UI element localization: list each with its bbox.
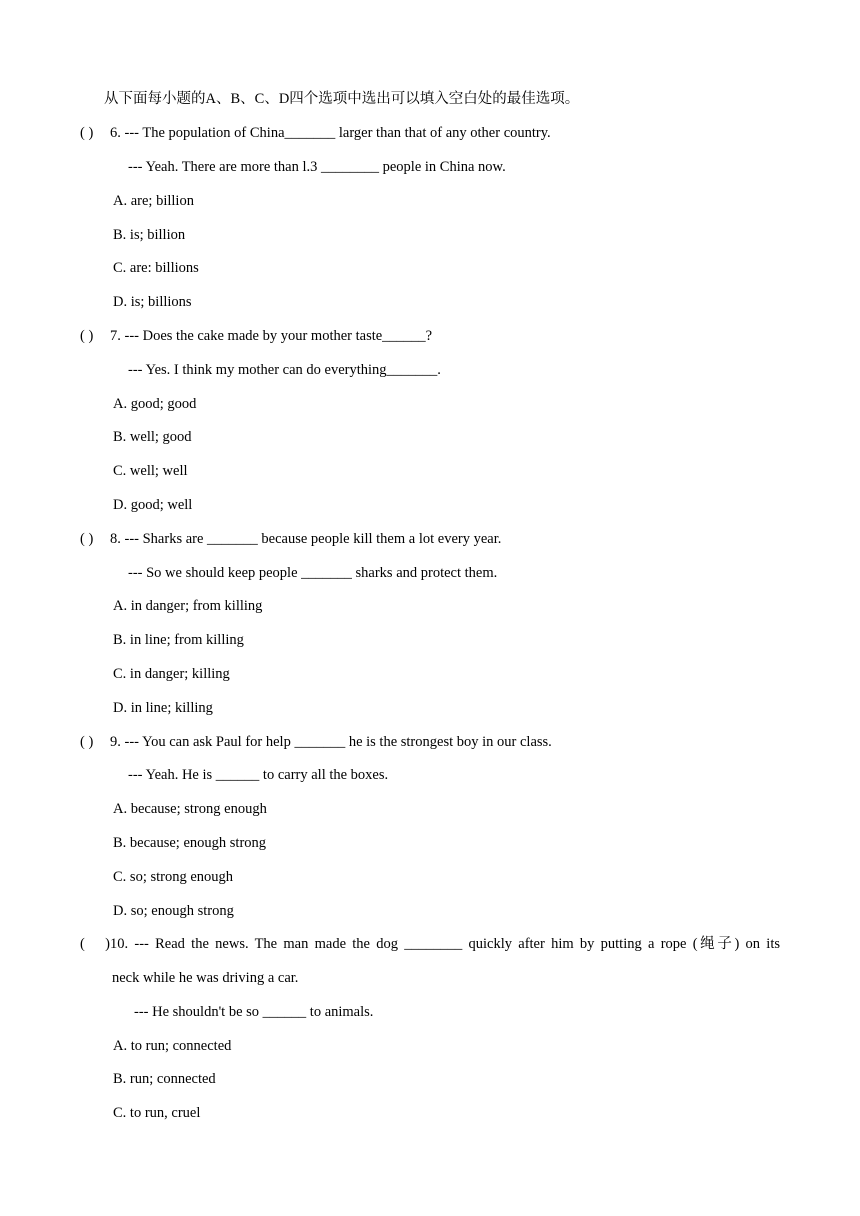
question-reply: --- Yeah. There are more than l.3 ________ people in China now.: [128, 159, 506, 175]
question-stem: [80, 530, 501, 548]
option-d: D. good; well: [113, 497, 193, 513]
option-c: C. so; strong enough: [113, 869, 234, 885]
question-reply: --- He shouldn't be so ______ to animals.: [134, 1004, 374, 1020]
instruction: 从下面每小题的A、B、C、D四个选项中选出可以填入空白处的最佳选项。: [104, 91, 580, 107]
option-a: A. because; strong enough: [113, 801, 267, 817]
question-text: 9. --- You can ask Paul for help _______ he is the strongest boy in our class.: [110, 734, 552, 750]
question-stem: [80, 327, 432, 345]
option-b: B. run; connected: [113, 1071, 216, 1087]
question-reply: --- So we should keep people _______ sharks and protect them.: [128, 565, 498, 581]
question-text: 10. --- Read the news. The man made the dog ________ quickly after him by putting a rope (绳子) on its: [110, 936, 780, 952]
option-a: A. good; good: [113, 396, 197, 412]
option-d: D. is; billions: [113, 294, 192, 310]
option-c: C. are: billions: [113, 260, 199, 276]
answer-paren: ( ): [80, 936, 110, 952]
question-stem: [80, 935, 780, 953]
question-text: 8. --- Sharks are _______ because people kill them a lot every year.: [110, 531, 502, 547]
option-d: D. so; enough strong: [113, 903, 234, 919]
option-a: A. are; billion: [113, 193, 194, 209]
question-reply: --- Yeah. He is ______ to carry all the boxes.: [128, 767, 389, 783]
answer-paren: ( ): [80, 531, 94, 547]
question-stem: [80, 733, 552, 751]
option-b: B. well; good: [113, 429, 192, 445]
option-b: B. is; billion: [113, 227, 186, 243]
question-stem: [80, 124, 551, 142]
answer-paren: ( ): [80, 734, 94, 750]
option-d: D. in line; killing: [113, 700, 213, 716]
option-c: C. well; well: [113, 463, 188, 479]
answer-paren: ( ): [80, 125, 94, 141]
question-stem-continued: neck while he was driving a car.: [112, 970, 299, 986]
option-c: C. in danger; killing: [113, 666, 230, 682]
question-reply: --- Yes. I think my mother can do everything_______.: [128, 362, 441, 378]
question-text: 6. --- The population of China_______ larger than that of any other country.: [110, 125, 551, 141]
answer-paren: ( ): [80, 328, 94, 344]
option-b: B. in line; from killing: [113, 632, 244, 648]
option-b: B. because; enough strong: [113, 835, 267, 851]
option-a: A. to run; connected: [113, 1038, 232, 1054]
option-a: A. in danger; from killing: [113, 598, 263, 614]
question-text: 7. --- Does the cake made by your mother taste______?: [110, 328, 433, 344]
option-c: C. to run, cruel: [113, 1105, 201, 1121]
